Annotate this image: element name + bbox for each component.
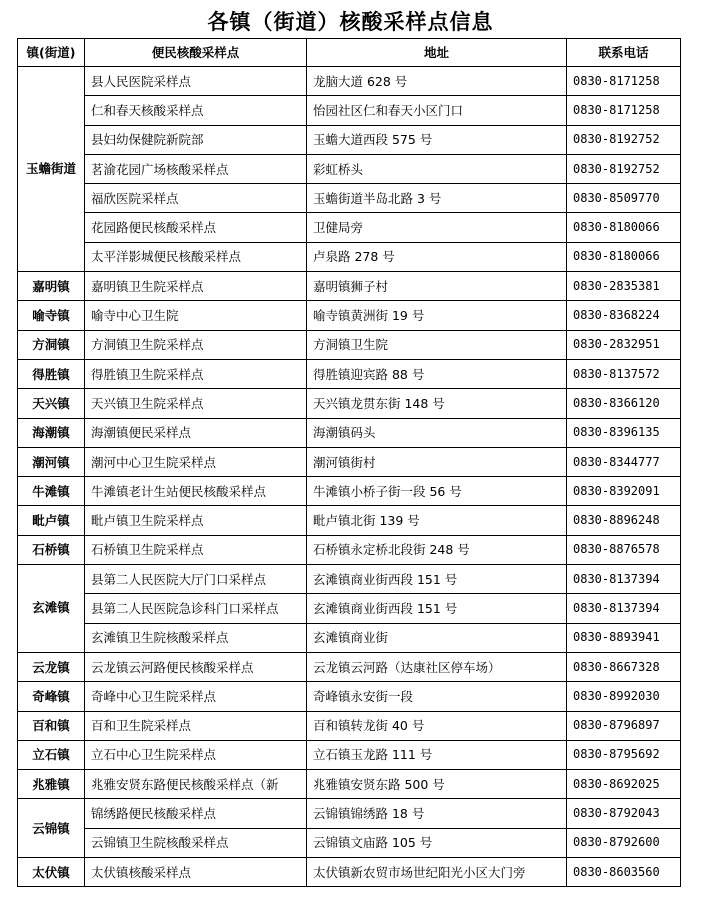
phone-cell: 0830-8692025 (567, 770, 681, 799)
address-cell: 天兴镇龙贯东街 148 号 (307, 389, 567, 418)
address-cell: 彩虹桥头 (307, 154, 567, 183)
phone-cell: 0830-8396135 (567, 418, 681, 447)
site-cell: 兆雅安贤东路便民核酸采样点（新 (85, 770, 307, 799)
address-cell: 潮河镇街村 (307, 447, 567, 476)
table-row (18, 652, 681, 681)
phone-cell: 0830-8368224 (567, 301, 681, 330)
phone-cell: 0830-8667328 (567, 652, 681, 681)
column-header-site: 便民核酸采样点 (85, 39, 307, 67)
table-row (18, 67, 681, 96)
site-cell: 县人民医院采样点 (85, 67, 307, 96)
site-cell: 茗渝花园广场核酸采样点 (85, 154, 307, 183)
table-row (18, 272, 681, 301)
table-header-row (18, 39, 681, 67)
site-cell: 石桥镇卫生院采样点 (85, 535, 307, 564)
table-row (18, 828, 681, 857)
address-cell: 毗卢镇北街 139 号 (307, 506, 567, 535)
site-cell: 百和卫生院采样点 (85, 711, 307, 740)
town-cell: 嘉明镇 (18, 272, 85, 301)
address-cell: 玄滩镇商业街西段 151 号 (307, 594, 567, 623)
site-cell: 毗卢镇卫生院采样点 (85, 506, 307, 535)
phone-cell: 0830-8137572 (567, 359, 681, 388)
site-cell: 潮河中心卫生院采样点 (85, 447, 307, 476)
table-row (18, 740, 681, 769)
address-cell: 牛滩镇小桥子街一段 56 号 (307, 477, 567, 506)
site-cell: 太伏镇核酸采样点 (85, 858, 307, 887)
phone-cell: 0830-8392091 (567, 477, 681, 506)
town-cell: 得胜镇 (18, 359, 85, 388)
table-row (18, 242, 681, 271)
site-cell: 玄滩镇卫生院核酸采样点 (85, 623, 307, 652)
address-cell: 龙脑大道 628 号 (307, 67, 567, 96)
phone-cell: 0830-8992030 (567, 682, 681, 711)
phone-cell: 0830-8509770 (567, 184, 681, 213)
site-cell: 仁和春天核酸采样点 (85, 96, 307, 125)
phone-cell: 0830-8192752 (567, 125, 681, 154)
address-cell: 卫健局旁 (307, 213, 567, 242)
town-cell: 天兴镇 (18, 389, 85, 418)
site-cell: 云龙镇云河路便民核酸采样点 (85, 652, 307, 681)
site-cell: 牛滩镇老计生站便民核酸采样点 (85, 477, 307, 506)
town-cell: 方洞镇 (18, 330, 85, 359)
site-cell: 县第二人民医院急诊科门口采样点 (85, 594, 307, 623)
address-cell: 云锦镇文庙路 105 号 (307, 828, 567, 857)
town-cell: 海潮镇 (18, 418, 85, 447)
table-row (18, 301, 681, 330)
town-cell: 玉蟾街道 (18, 67, 85, 272)
phone-cell: 0830-8796897 (567, 711, 681, 740)
site-cell: 立石中心卫生院采样点 (85, 740, 307, 769)
column-header-address: 地址 (307, 39, 567, 67)
site-cell: 奇峰中心卫生院采样点 (85, 682, 307, 711)
table-row (18, 623, 681, 652)
address-cell: 奇峰镇永安街一段 (307, 682, 567, 711)
site-cell: 云锦镇卫生院核酸采样点 (85, 828, 307, 857)
table-row (18, 125, 681, 154)
table-row (18, 799, 681, 828)
address-cell: 玉蟾大道西段 575 号 (307, 125, 567, 154)
table-row (18, 213, 681, 242)
address-cell: 得胜镇迎宾路 88 号 (307, 359, 567, 388)
town-cell: 玄滩镇 (18, 565, 85, 653)
site-cell: 福欣医院采样点 (85, 184, 307, 213)
table-row (18, 418, 681, 447)
site-cell: 县第二人民医院大厅门口采样点 (85, 565, 307, 594)
town-cell: 牛滩镇 (18, 477, 85, 506)
town-cell: 石桥镇 (18, 535, 85, 564)
table-row (18, 154, 681, 183)
page-title: 各镇（街道）核酸采样点信息 (207, 9, 494, 34)
address-cell: 玄滩镇商业街西段 151 号 (307, 565, 567, 594)
phone-cell: 0830-8603560 (567, 858, 681, 887)
table-row (18, 535, 681, 564)
phone-cell: 0830-8893941 (567, 623, 681, 652)
site-cell: 太平洋影城便民核酸采样点 (85, 242, 307, 271)
table-body (18, 67, 681, 887)
town-cell: 云锦镇 (18, 799, 85, 858)
town-cell: 立石镇 (18, 740, 85, 769)
site-cell: 花园路便民核酸采样点 (85, 213, 307, 242)
site-cell: 得胜镇卫生院采样点 (85, 359, 307, 388)
phone-cell: 0830-8180066 (567, 242, 681, 271)
phone-cell: 0830-2835381 (567, 272, 681, 301)
site-cell: 方洞镇卫生院采样点 (85, 330, 307, 359)
table-row (18, 858, 681, 887)
site-cell: 县妇幼保健院新院部 (85, 125, 307, 154)
sampling-sites-table (17, 38, 681, 887)
phone-cell: 0830-8366120 (567, 389, 681, 418)
phone-cell: 0830-8795692 (567, 740, 681, 769)
address-cell: 海潮镇码头 (307, 418, 567, 447)
address-cell: 石桥镇永定桥北段街 248 号 (307, 535, 567, 564)
table-row (18, 389, 681, 418)
phone-cell: 0830-8792600 (567, 828, 681, 857)
town-cell: 太伏镇 (18, 858, 85, 887)
town-cell: 云龙镇 (18, 652, 85, 681)
column-header-town: 镇(街道) (18, 39, 85, 67)
site-cell: 海潮镇便民采样点 (85, 418, 307, 447)
phone-cell: 0830-8896248 (567, 506, 681, 535)
town-cell: 兆雅镇 (18, 770, 85, 799)
phone-cell: 0830-8180066 (567, 213, 681, 242)
table-row (18, 565, 681, 594)
phone-cell: 0830-8171258 (567, 67, 681, 96)
phone-cell: 0830-8876578 (567, 535, 681, 564)
site-cell: 锦绣路便民核酸采样点 (85, 799, 307, 828)
address-cell: 玄滩镇商业街 (307, 623, 567, 652)
table-row (18, 330, 681, 359)
table-row (18, 447, 681, 476)
table-row (18, 770, 681, 799)
town-cell: 喻寺镇 (18, 301, 85, 330)
address-cell: 百和镇转龙街 40 号 (307, 711, 567, 740)
table-row (18, 711, 681, 740)
town-cell: 百和镇 (18, 711, 85, 740)
phone-cell: 0830-8171258 (567, 96, 681, 125)
phone-cell: 0830-8192752 (567, 154, 681, 183)
town-cell: 奇峰镇 (18, 682, 85, 711)
address-cell: 方洞镇卫生院 (307, 330, 567, 359)
column-header-phone: 联系电话 (567, 39, 681, 67)
phone-cell: 0830-8137394 (567, 565, 681, 594)
site-cell: 嘉明镇卫生院采样点 (85, 272, 307, 301)
phone-cell: 0830-8344777 (567, 447, 681, 476)
table-row (18, 594, 681, 623)
address-cell: 太伏镇新农贸市场世纪阳光小区大门旁 (307, 858, 567, 887)
address-cell: 立石镇玉龙路 111 号 (307, 740, 567, 769)
town-cell: 潮河镇 (18, 447, 85, 476)
address-cell: 兆雅镇安贤东路 500 号 (307, 770, 567, 799)
phone-cell: 0830-8137394 (567, 594, 681, 623)
address-cell: 嘉明镇狮子村 (307, 272, 567, 301)
table-row (18, 96, 681, 125)
phone-cell: 0830-8792043 (567, 799, 681, 828)
phone-cell: 0830-2832951 (567, 330, 681, 359)
table-row (18, 184, 681, 213)
table-row (18, 506, 681, 535)
address-cell: 怡园社区仁和春天小区门口 (307, 96, 567, 125)
address-cell: 玉蟾街道半岛北路 3 号 (307, 184, 567, 213)
address-cell: 喻寺镇黄洲街 19 号 (307, 301, 567, 330)
town-cell: 毗卢镇 (18, 506, 85, 535)
address-cell: 云龙镇云河路（达康社区停车场） (307, 652, 567, 681)
table-row (18, 477, 681, 506)
address-cell: 云锦镇锦绣路 18 号 (307, 799, 567, 828)
site-cell: 喻寺中心卫生院 (85, 301, 307, 330)
site-cell: 天兴镇卫生院采样点 (85, 389, 307, 418)
address-cell: 卢泉路 278 号 (307, 242, 567, 271)
table-row (18, 359, 681, 388)
table-row (18, 682, 681, 711)
